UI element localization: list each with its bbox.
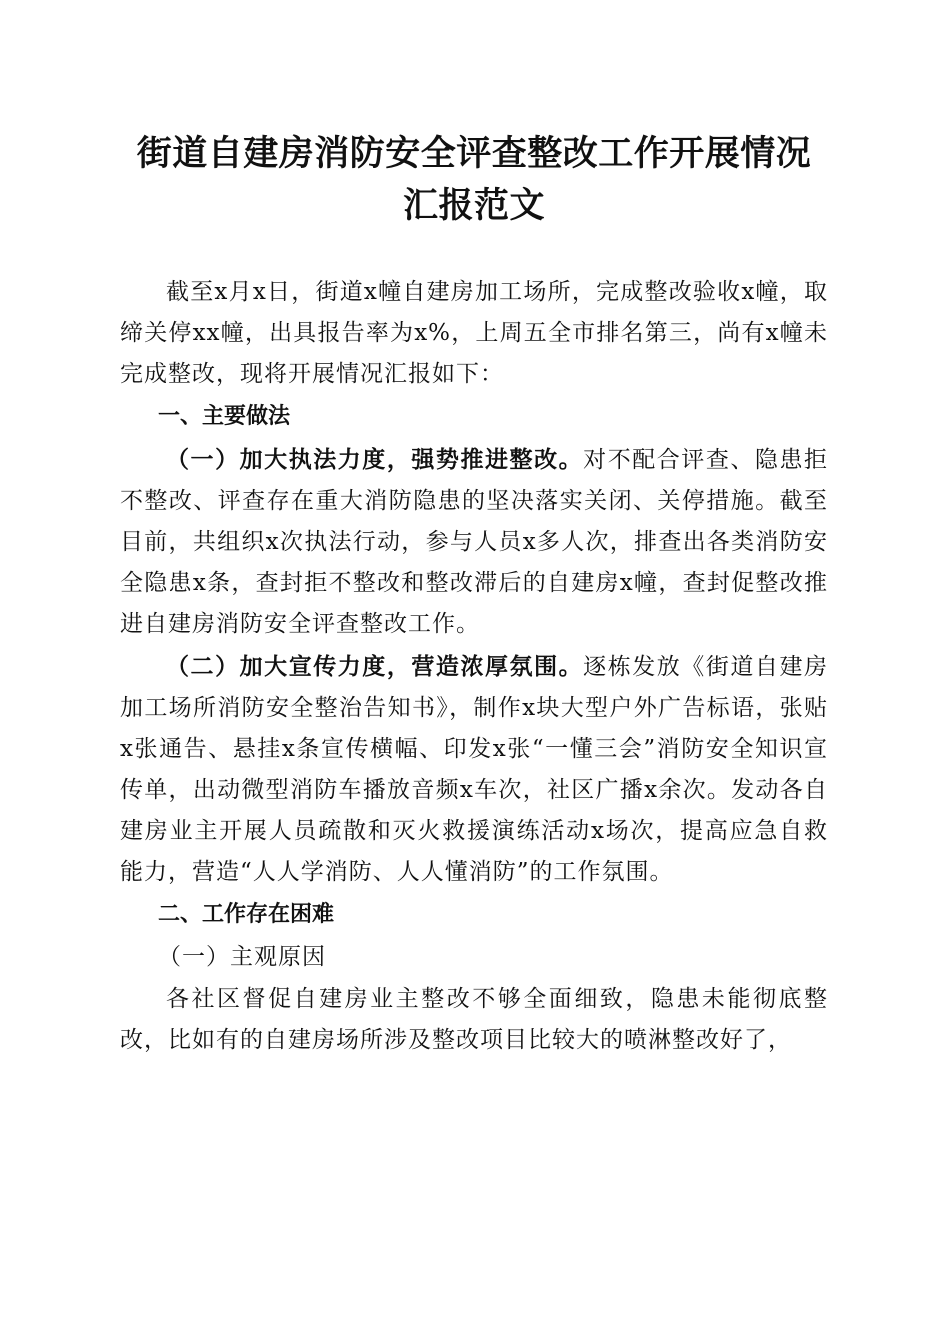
section1-item1-lead: （一）加大执法力度，强势推进整改。 (166, 446, 584, 473)
section1-item2-paragraph (120, 646, 828, 893)
document-title: 街道自建房消防安全评查整改工作开展情况汇报范文 (136, 133, 812, 226)
intro-paragraph: 截至x月x日，街道x幢自建房加工场所，完成整改验收x幢，取缔关停xx幢，出具报告率为x%，上周五全市排名第三，尚有x幢未完成整改，现将开展情况汇报如下： (120, 279, 828, 387)
section1-heading: 一、主要做法 (158, 404, 291, 429)
section1-item1-paragraph (120, 439, 828, 645)
section2-heading: 二、工作存在困难 (158, 902, 335, 927)
section1-item1-body: 对不配合评查、隐患拒不整改、评查存在重大消防隐患的坚决落实关闭、关停措施。截至目前，共组织x次执法行动，参与人员x多人次，排查出各类消防安全隐患x条，查封拒不整改和整改滞后的自建房x幢，查封促整改推进自建房消防安全评查整改工作。 (120, 447, 829, 637)
section1-item2-body: 逐栋发放《街道自建房加工场所消防安全整治告知书》，制作x块大型户外广告标语，张贴x张通告、悬挂x条宣传横幅、印发x张“一懂三会”消防安全知识宣传单，出动微型消防车播放音频x车次，社区广播x余次。发动各自建房业主开展人员疏散和灭火救援演练活动x场次，提高应急自救能力，营造“人人学消防、人人懂消防”的工作氛围。 (120, 654, 829, 885)
section2-sub1-paragraph: 各社区督促自建房业主整改不够全面细致，隐患未能彻底整改，比如有的自建房场所涉及整改项目比较大的喷淋整改好了， (120, 986, 828, 1053)
document-page (120, 128, 828, 1062)
section1-item2-lead: （二）加大宣传力度，营造浓厚氛围。 (166, 653, 584, 680)
section2-sub1-heading: （一）主观原因 (158, 944, 326, 970)
